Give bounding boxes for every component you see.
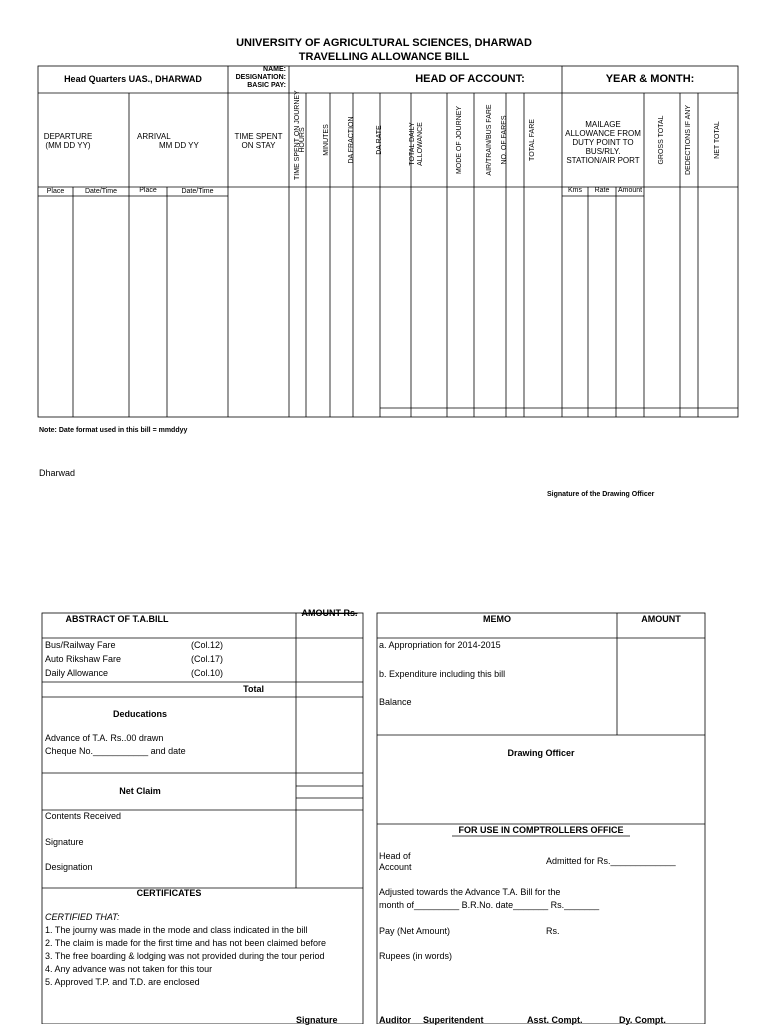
- abstract-row-label: Bus/Railway Fare: [45, 640, 116, 650]
- deductions-header: DEDECTIONS IF ANY: [685, 105, 692, 176]
- certificate-item: 3. The free boarding & lodging was not provided during the tour period: [45, 951, 325, 961]
- departure-header: DEPARTURE (MM DD YY): [43, 132, 93, 150]
- auditor-label: Auditor: [379, 1015, 411, 1025]
- basic-pay-label: BASIC PAY:: [247, 82, 286, 89]
- net-total-header: NET TOTAL: [714, 121, 721, 159]
- mileage-header: MAILAGE ALLOWANCE FROM DUTY POINT TO BUS/RLY. STATION/AIR PORT: [565, 120, 641, 165]
- fare-header: AIR/TRAIN/BUS FARE: [486, 104, 493, 176]
- drawing-officer-label: Drawing Officer: [507, 748, 575, 758]
- total-fare-header: TOTAL FARE: [529, 119, 536, 161]
- time-spent-journey-header: TIME SPENT ON JOURNEY: [294, 90, 301, 180]
- date-format-note: Note: Date format used in this bill = mmddyy: [39, 427, 188, 434]
- deductions-title: Deducations: [112, 709, 167, 719]
- rupees-words-label: Rupees (in words): [379, 951, 453, 961]
- cheque-line: Cheque No.___________ and date: [45, 746, 186, 756]
- no-of-fares-header: NO. OF FARES: [501, 115, 508, 165]
- net-claim-label: Net Claim: [119, 786, 161, 796]
- amount-header: Amount: [617, 187, 643, 194]
- gross-total-header: GROSS TOTAL: [658, 115, 665, 165]
- kms-header: Kms: [568, 187, 582, 194]
- bill-title: TRAVELLING ALLOWANCE BILL: [298, 51, 470, 63]
- head-of-account-label: HEAD OF ACCOUNT:: [415, 73, 525, 85]
- admitted-label: Admitted for Rs._____________: [546, 856, 676, 866]
- pay-rs-label: Rs.: [546, 926, 560, 936]
- place-text: Dharwad: [39, 468, 76, 478]
- expenditure-label: b. Expenditure including this bill: [379, 669, 506, 679]
- arrival-header: ARRIVAL MM DD YY: [137, 132, 199, 150]
- mode-of-journey-header: MODE OF JOURNEY: [456, 105, 463, 175]
- comptroller-title: FOR USE IN COMPTROLLERS OFFICE: [458, 825, 624, 835]
- abstract-designation-label: Designation: [45, 862, 93, 872]
- name-label: NAME:: [263, 66, 286, 73]
- certificate-signature-label: Signature: [296, 1015, 338, 1025]
- da-fraction-header: DA FRACTION: [348, 116, 355, 164]
- abstract-row-label: Daily Allowance: [45, 668, 109, 678]
- hours-header: HOURS: [299, 127, 306, 153]
- adjusted-line-1: Adjusted towards the Advance T.A. Bill for the: [379, 887, 561, 897]
- time-spent-stay-header: TIME SPENT ON STAY: [234, 132, 283, 150]
- certificates-title: CERTIFICATES: [136, 888, 202, 898]
- contents-received-label: Contents Received: [45, 811, 122, 821]
- superintendent-label: Superitendent: [423, 1015, 484, 1025]
- drawing-officer-signature-label: Signature of the Drawing Officer: [547, 491, 655, 498]
- abstract-row-col: (Col.10): [191, 668, 224, 678]
- pay-net-label: Pay (Net Amount): [379, 926, 451, 936]
- abstract-amount-header: AMOUNT Rs.: [301, 608, 358, 618]
- memo-title: MEMO: [483, 614, 511, 624]
- advance-line: Advance of T.A. Rs..00 drawn: [45, 733, 164, 743]
- year-month-label: YEAR & MONTH:: [605, 73, 695, 85]
- abstract-title: ABSTRACT OF T.A.BILL: [65, 614, 169, 624]
- dy-compt-label: Dy. Compt.: [619, 1015, 666, 1025]
- certificate-item: 2. The claim is made for the first time and has not been claimed before: [45, 938, 326, 948]
- certificate-item: 1. The journy was made in the mode and class indicated in the bill: [45, 925, 308, 935]
- head-of-label: Head of: [379, 851, 411, 861]
- appropriation-label: a. Appropriation for 2014-2015: [379, 640, 501, 650]
- da-rate-header: DA RATE: [376, 125, 383, 155]
- certificate-item: 5. Approved T.P. and T.D. are enclosed: [45, 977, 200, 987]
- departure-place-header: Place: [46, 188, 65, 195]
- minutes-header: MINUTES: [323, 124, 330, 156]
- arrival-place-header: Place: [139, 187, 157, 194]
- designation-label: DESIGNATION:: [235, 74, 286, 81]
- abstract-row-col: (Col.17): [191, 654, 224, 664]
- university-title: UNIVERSITY OF AGRICULTURAL SCIENCES, DHARWAD: [236, 37, 532, 49]
- abstract-signature-label: Signature: [45, 837, 84, 847]
- arrival-datetime-header: Date/Time: [181, 188, 214, 195]
- head-quarters-label: Head Quarters UAS., DHARWAD: [64, 74, 202, 84]
- departure-datetime-header: Date/Time: [84, 188, 118, 195]
- balance-label: Balance: [379, 697, 412, 707]
- certificate-item: 4. Any advance was not taken for this tour: [45, 964, 213, 974]
- abstract-total-label: Total: [243, 684, 264, 694]
- memo-amount-header: AMOUNT: [641, 614, 681, 624]
- account-label: Account: [379, 862, 412, 872]
- asst-compt-label: Asst. Compt.: [527, 1015, 583, 1025]
- rate-header: Rate: [594, 187, 610, 194]
- total-daily-allowance-header: TOTAL DAILY ALLOWANCE: [409, 122, 424, 166]
- abstract-row-col: (Col.12): [191, 640, 224, 650]
- certified-that-label: CERTIFIED THAT:: [45, 912, 120, 922]
- abstract-row-label: Auto Rikshaw Fare: [45, 654, 122, 664]
- adjusted-line-2: month of_________ B.R.No. date_______ Rs._______: [379, 900, 600, 910]
